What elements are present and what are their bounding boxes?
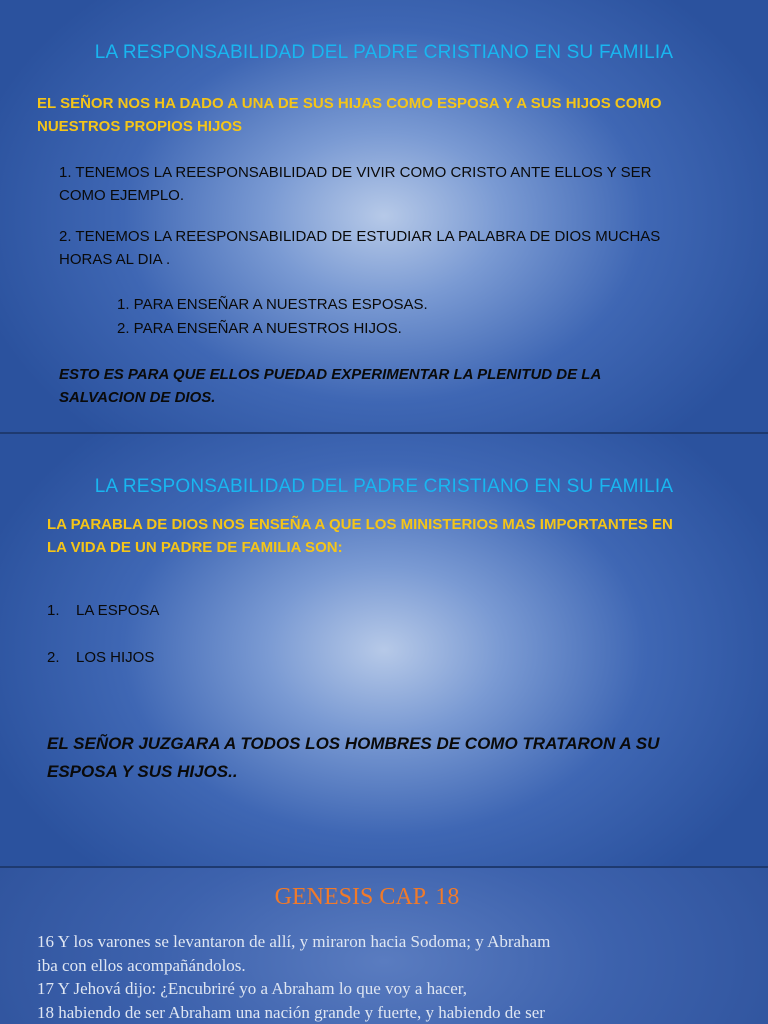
verse-line: iba con ellos acompañándolos.	[37, 955, 246, 975]
verse-block	[37, 930, 697, 1024]
sub-item-list	[117, 293, 428, 341]
verse-line: 18 habiendo de ser Abraham una nación grande y fuerte, y habiendo de ser	[37, 1002, 545, 1022]
slide-2-title: LA RESPONSABILIDAD DEL PADRE CRISTIANO EN SU FAMILIA	[94, 476, 674, 497]
slide-3	[0, 868, 768, 1024]
slide-1-subtitle: EL SEÑOR NOS HA DADO A UNA DE SUS HIJAS COMO ESPOSA Y A SUS HIJOS COMO NUESTROS PROPIOS HIJOS	[37, 95, 662, 135]
slide-1	[0, 0, 768, 432]
list-item: 2. LOS HIJOS	[47, 649, 155, 666]
verse-line: 16 Y los varones se levantaron de allí, y miraron hacia Sodoma; y Abraham	[37, 932, 551, 951]
verse-line: 17 Y Jehová dijo: ¿Encubriré yo a Abraham lo que voy a hacer,	[37, 979, 467, 998]
point-2: 2. TENEMOS LA REESPONSABILIDAD DE ESTUDIAR LA PALABRA DE DIOS MUCHAS HORAS AL DIA .	[59, 228, 661, 268]
slide-2-conclusion: EL SEÑOR JUZGARA A TODOS LOS HOMBRES DE COMO TRATARON A SU ESPOSA Y SUS HIJOS..	[47, 734, 660, 781]
list-item: 1. LA ESPOSA	[47, 602, 160, 619]
genesis-title: GENESIS CAP. 18	[274, 884, 460, 910]
point-1: 1. TENEMOS LA REESPONSABILIDAD DE VIVIR COMO CRISTO ANTE ELLOS Y SER COMO EJEMPLO.	[59, 164, 652, 204]
slide-2-subtitle: LA PARABLA DE DIOS NOS ENSEÑA A QUE LOS MINISTERIOS MAS IMPORTANTES EN LA VIDA DE UN PADRE DE FAMILIA SON:	[47, 516, 673, 556]
slide-1-title: LA RESPONSABILIDAD DEL PADRE CRISTIANO EN SU FAMILIA	[94, 42, 674, 63]
slide-2	[0, 434, 768, 866]
list-item: 2. PARA ENSEÑAR A NUESTROS HIJOS.	[117, 320, 402, 337]
slide-1-conclusion: ESTO ES PARA QUE ELLOS PUEDAD EXPERIMENTAR LA PLENITUD DE LA SALVACION DE DIOS.	[59, 366, 602, 406]
list-item: 1. PARA ENSEÑAR A NUESTRAS ESPOSAS.	[117, 296, 428, 313]
